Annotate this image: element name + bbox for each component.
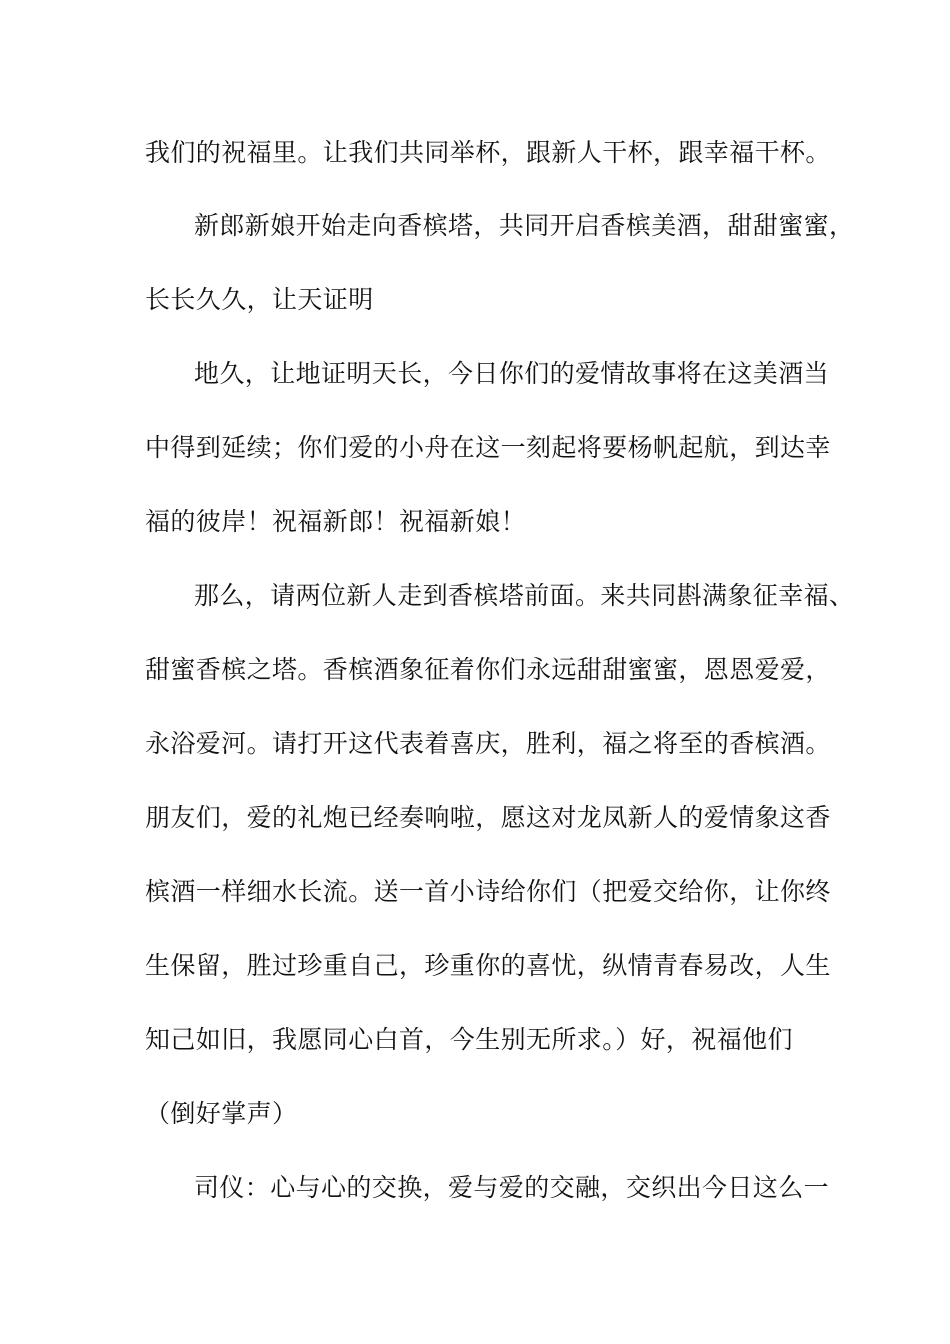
text-line-1: 我们的祝福里。让我们共同举杯，跟新人干杯，跟幸福干杯。 <box>145 138 831 167</box>
text-line-10: 朋友们，爱的礼炮已经奏响啦，愿这对龙凤新人的爱情象这香 <box>145 803 831 832</box>
text-line-13: 知己如旧，我愿同心白首，今生别无所求。）好，祝福他们 <box>145 1025 793 1054</box>
text-line-6: 福的彼岸！祝福新郎！祝福新娘！ <box>145 507 527 536</box>
text-line-9: 永浴爱河。请打开这代表着喜庆，胜利，福之将至的香槟酒。 <box>145 729 831 758</box>
text-line-15: 司仪：心与心的交换，爱与爱的交融，交织出今日这么一 <box>194 1173 830 1202</box>
text-line-4: 地久，让地证明天长，今日你们的爱情故事将在这美酒当 <box>194 359 830 388</box>
text-line-11: 槟酒一样细水长流。送一首小诗给你们（把爱交给你，让你终 <box>145 877 831 906</box>
text-line-3: 长长久久，让天证明 <box>145 285 374 314</box>
text-line-7: 那么，请两位新人走到香槟塔前面。来共同斟满象征幸福、 <box>194 581 855 610</box>
text-line-8: 甜蜜香槟之塔。香槟酒象征着你们永远甜甜蜜蜜，恩恩爱爱， <box>145 655 831 684</box>
text-line-2: 新郎新娘开始走向香槟塔，共同开启香槟美酒，甜甜蜜蜜， <box>194 211 855 240</box>
text-line-5: 中得到延续；你们爱的小舟在这一刻起将要杨帆起航，到达幸 <box>145 433 831 462</box>
text-line-14: （倒好掌声） <box>145 1099 298 1128</box>
text-line-12: 生保留，胜过珍重自己，珍重你的喜忧，纵情青春易改，人生 <box>145 951 831 980</box>
